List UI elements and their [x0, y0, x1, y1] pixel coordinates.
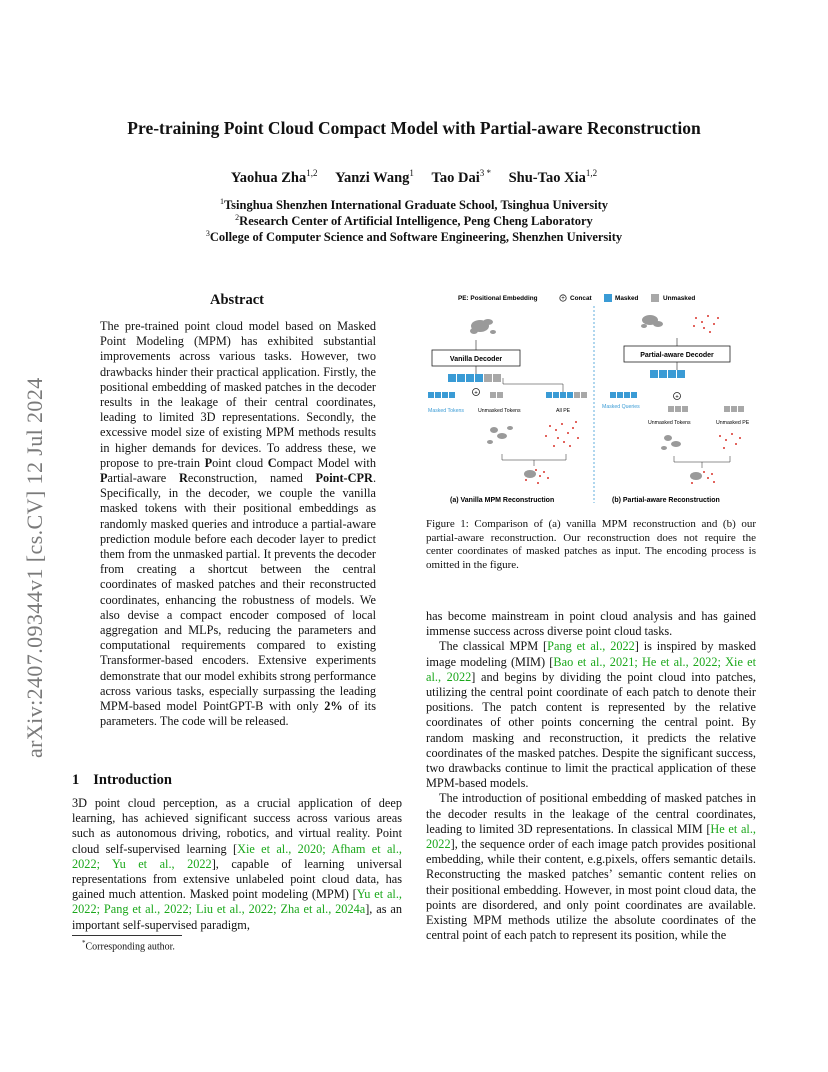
red-cloud-b — [719, 433, 741, 449]
abstract-body: The pre-trained point cloud model based on Masked Point Modeling (MPM) has exhibited substantial improvements across various tasks. However, two drawbacks hinder their practical application. Firstly, the positional embedding of masked patches in the decoder results in the leakage of their central coordinates, leading to limited 3D representations. Secondly, the excessive model size of existing MPM methods results in higher demands for devices. To address these, we propose to pre-train Point cloud Compact Model with Partial-aware Reconstruction, named Point-CPR. Specifically, in the decoder, we couple the vanilla masked tokens with their positional embeddings as randomly masked queries and introduce a partial-aware prediction module before each decoder layer to predict them from the unmasked partial. It prevents the decoder from creating a shortcut between the central coordinates of masked patches and their reconstructed coordinates, enhancing the robustness of models. We also devise a compact encoder composed of local aggregation and MLPs, reducing the parameters and computational requirements compared to existing Transformer-based encoders. Extensive experiments demonstrate that our model exhibits strong performance across various tasks, especially surpassing the leading MPM-based model PointGPT-B with only 2% of its parameters. The code will be released. — [100, 319, 377, 729]
paper-title: Pre-training Point Cloud Compact Model with Partial-aware Reconstruction — [127, 118, 701, 138]
legend-concat: Concat — [570, 295, 592, 302]
section-heading: 1 Introduction — [72, 772, 172, 788]
right-column — [426, 609, 756, 943]
legend-unmasked-swatch — [651, 294, 659, 302]
affiliation: $^3$College of Computer Science and Software Engineering, Shenzhen University — [205, 229, 623, 245]
label-unmasked-tokens: Unmasked Tokens — [478, 408, 521, 414]
legend-masked-swatch — [604, 294, 612, 302]
token-bar-b — [650, 370, 685, 378]
output-cloud-b — [690, 471, 715, 484]
subcaption-b: (b) Partial-aware Reconstruction — [612, 497, 720, 504]
unmasked-pe-b — [724, 406, 744, 412]
red-cloud-a — [545, 421, 579, 447]
all-pe-a — [546, 392, 587, 398]
figure-caption: Figure 1: Comparison of (a) vanilla MPM reconstruction and (b) our partial-aware reconstruction. Our reconstruction does not require the center coordinates of masked patches as input. The encoding process is omitted in the figure. — [426, 518, 756, 571]
author-list — [0, 168, 828, 187]
legend-pe: PE: Positional Embedding — [458, 295, 538, 302]
partial-decoder-label: Partial-aware Decoder — [640, 352, 714, 359]
mask-queries-b — [610, 392, 637, 398]
citation-link[interactable]: Bao et al., 2021; He et al., 2022; Xie et al., 2022 — [426, 654, 757, 684]
token-bar-a — [448, 374, 501, 382]
mask-tokens-a — [428, 392, 455, 398]
affiliation: $^2$Research Center of Artificial Intelligence, Peng Cheng Laboratory — [235, 213, 593, 229]
citation-link[interactable]: Pang et al., 2022 — [547, 639, 635, 654]
paragraph: The introduction of positional embedding of masked patches in the decoder results in the leakage of the central coordinates, leading to limited 3D representations. In classical MIM [He et al., 2022], the sequence order of each image patch provides positional embedding, while their content, e.g.pixels, offers semantic details. Reconstructing the masked patches’ semantic content relies on their positional embedding. However, in most point cloud data, the points are disordered, and only point coordinates are available. Existing MPM methods utilize the absolute coordinates of the central point of each patch to represent its position, while the — [426, 791, 756, 943]
grey-cloud-a — [487, 426, 513, 444]
intro-paragraph: 3D point cloud perception, as a crucial application of deep learning, has achieved significant success across various areas such as autonomous driving, robotics, and virtual reality. Point cloud self-supervised learning [Xie et al., 2020; Afham et al., 2022; Yu et al., 2022], capable of learning universal representations from extensive unlabeled point cloud data, has gained much attention. Masked point modeling (MPM) [Yu et al., 2022; Pang et al., 2022; Liu et al., 2022; Zha et al., 2024a], as an important self-supervised paradigm, — [72, 796, 402, 932]
author: Shu-Tao Xia$^{1,2}$ — [508, 168, 598, 186]
author: Tao Dai$^{3 *}$ — [431, 168, 491, 186]
abstract-heading: Abstract — [210, 292, 264, 308]
input-cloud-b — [641, 315, 663, 328]
unmasked-tokens-a — [490, 392, 503, 398]
unmasked-tokens-b — [668, 406, 688, 412]
svg-text:+: + — [474, 390, 478, 397]
concat-plus: + — [561, 296, 565, 303]
legend-masked: Masked — [615, 295, 639, 302]
author: Yanzi Wang$^1$ — [335, 168, 414, 186]
label-masked-queries: Masked Queries — [602, 404, 640, 410]
vanilla-decoder-label: Vanilla Decoder — [449, 356, 503, 363]
input-cloud-a — [470, 319, 496, 334]
label-unmasked-tokens-b: Unmasked Tokens — [648, 420, 691, 426]
paragraph: has become mainstream in point cloud analysis and has gained immense success across diverse point cloud tasks. — [426, 609, 756, 639]
label-masked-tokens: Masked Tokens — [428, 408, 464, 414]
figure-1 — [418, 288, 768, 510]
subcaption-a: (a) Vanilla MPM Reconstruction — [450, 497, 555, 504]
affiliation: $^1$Tsinghua Shenzhen International Graduate School, Tsinghua University — [219, 197, 608, 213]
label-unmasked-pe: Unmasked PE — [716, 420, 750, 426]
legend-unmasked: Unmasked — [663, 295, 696, 302]
citation-link[interactable]: Yu et al., 2022; Pang et al., 2022; Liu et al., 2022; Zha et al., 2024a — [72, 887, 402, 917]
label-all-pe: All PE — [556, 408, 571, 414]
arxiv-stamp: arXiv:2407.09344v1 [cs.CV] 12 Jul 2024 — [22, 377, 47, 758]
paragraph: The classical MPM [Pang et al., 2022] is inspired by masked image modeling (MIM) [Bao et al., 2021; He et al., 2022; Xie et al., 2022] and begins by dividing the point cloud into patches, utilizing the central point coordinate of each patch to denote their positions. The patch content is represented by the relative coordinates of other points concerning the central point. By random masking and reconstruction, it predicts the relative coordinates of the masked patches. Despite the significant success, two drawbacks continue to limit the practical application of these MPM-based models. — [426, 639, 757, 791]
citation-link[interactable]: Xie et al., 2020; Afham et al., 2022; Yu et al., 2022 — [72, 841, 402, 871]
author: Yaohua Zha$^{1,2}$ — [230, 168, 318, 186]
footnote: *Corresponding author. — [82, 939, 175, 953]
citation-link[interactable]: He et al., 2022 — [426, 821, 756, 852]
footnote-rule — [72, 935, 182, 936]
svg-text:+: + — [675, 394, 679, 401]
grey-cloud-b — [661, 435, 681, 450]
output-cloud-a — [524, 469, 549, 484]
target-cloud-b — [693, 315, 719, 333]
